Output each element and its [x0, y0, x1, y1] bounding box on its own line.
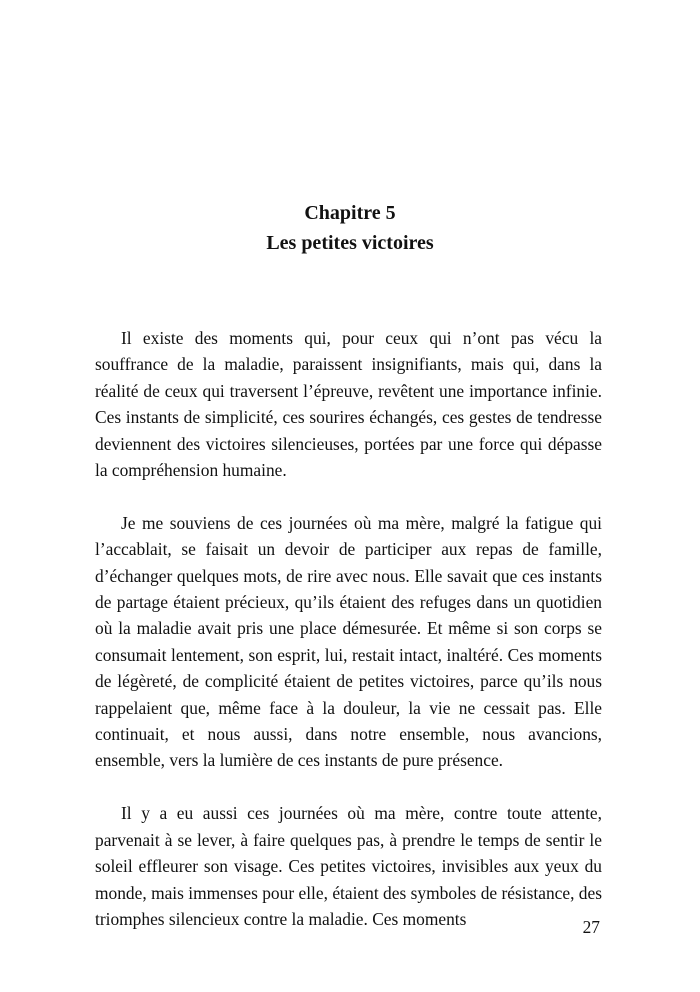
paragraph-2: Je me souviens de ces journées où ma mère, malgré la fatigue qui l’accablait, se faisait un devoir de participer aux repas de famille, d’échanger quelques mots, de rire avec nous. Elle savait que ces instants de partage étaient précieux, qu’ils étaient des refuges dans un quotidien où la maladie avait pris une place démesurée. Et même si son corps se consumait lentement, son esprit, lui, restait intact, inaltéré. Ces moments de légèreté, de complicité étaient de petites victoires, parce qu’ils nous rappelaient que, même face à la douleur, la vie ne cessait pas. Elle continuait, et nous aussi, dans notre ensemble, nous avancions, ensemble, vers la lumière de ces instants de pure présence. [95, 512, 602, 771]
chapter-number: Chapitre 5 [304, 202, 396, 224]
paragraph-1: Il existe des moments qui, pour ceux qui n’ont pas vécu la souffrance de la maladie, paraissent insignifiants, mais qui, dans la réalité de ceux qui traversent l’épreuve, revêtent une importance infinie. Ces instants de simplicité, ces sourires échangés, ces gestes de tendresse deviennent des victoires silencieuses, portées par une force qui dépasse la compréhension humaine. [95, 328, 602, 481]
page-number: 27 [582, 917, 600, 937]
chapter-title: Les petites victoires [266, 232, 434, 254]
chapter-header [0, 198, 700, 258]
body-text [95, 325, 602, 932]
paragraph-3: Il y a eu aussi ces journées où ma mère, contre toute attente, parvenait à se lever, à faire quelques pas, à prendre le temps de sentir le soleil effleurer son visage. Ces petites victoires, invisibles aux yeux du monde, mais immenses pour elle, étaient des symboles de résistance, des triomphes silencieux contre la maladie. Ces moments [95, 803, 602, 929]
